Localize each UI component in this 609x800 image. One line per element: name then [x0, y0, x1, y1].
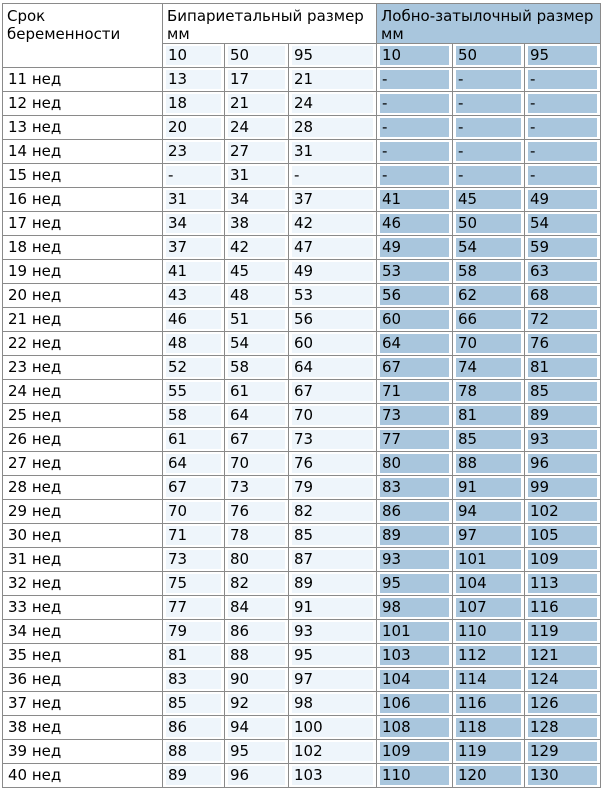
bpd-value-p10: 79	[163, 620, 225, 644]
bpd-value-p50: 21	[225, 92, 289, 116]
bpd-value-p10: 61	[163, 428, 225, 452]
bpd-value-p95: 100	[289, 716, 377, 740]
bpd-value-p10: 23	[163, 140, 225, 164]
week-cell: 20 нед	[3, 284, 163, 308]
bpd-value-p10: 46	[163, 308, 225, 332]
bpd-value-p95: 67	[289, 380, 377, 404]
ofd-value-p50: 88	[453, 452, 525, 476]
bpd-value-p10: 34	[163, 212, 225, 236]
bpd-value-p10: 55	[163, 380, 225, 404]
table-row	[3, 284, 601, 308]
ofd-value-p95: 93	[525, 428, 601, 452]
ofd-value-p10: 93	[377, 548, 453, 572]
week-cell: 29 нед	[3, 500, 163, 524]
ofd-value-p95: 130	[525, 764, 601, 788]
bpd-value-p10: 64	[163, 452, 225, 476]
bpd-value-p10: 37	[163, 236, 225, 260]
bpd-value-p10: 77	[163, 596, 225, 620]
bpd-value-p10: 88	[163, 740, 225, 764]
week-cell: 11 нед	[3, 68, 163, 92]
bpd-value-p50: 92	[225, 692, 289, 716]
ofd-value-p95: 54	[525, 212, 601, 236]
ofd-value-p10: 41	[377, 188, 453, 212]
bpd-value-p50: 70	[225, 452, 289, 476]
bpd-value-p50: 31	[225, 164, 289, 188]
ofd-value-p95: 59	[525, 236, 601, 260]
ofd-value-p10: 109	[377, 740, 453, 764]
ofd-value-p10: 98	[377, 596, 453, 620]
bpd-value-p50: 54	[225, 332, 289, 356]
ofd-value-p50: 78	[453, 380, 525, 404]
ofd-value-p10: -	[377, 164, 453, 188]
week-cell: 35 нед	[3, 644, 163, 668]
ofd-value-p50: -	[453, 92, 525, 116]
ofd-value-p10: 89	[377, 524, 453, 548]
bpd-value-p95: 97	[289, 668, 377, 692]
table-row	[3, 68, 601, 92]
week-cell: 31 нед	[3, 548, 163, 572]
ofd-value-p50: 94	[453, 500, 525, 524]
bpd-value-p10: 58	[163, 404, 225, 428]
ofd-value-p10: 46	[377, 212, 453, 236]
bpd-value-p10: 71	[163, 524, 225, 548]
bpd-value-p10: 20	[163, 116, 225, 140]
bpd-value-p50: 96	[225, 764, 289, 788]
bpd-value-p95: 89	[289, 572, 377, 596]
table-row	[3, 188, 601, 212]
bpd-value-p95: 21	[289, 68, 377, 92]
table-row	[3, 260, 601, 284]
ofd-value-p50: 116	[453, 692, 525, 716]
bpd-value-p95: 49	[289, 260, 377, 284]
ofd-value-p10: -	[377, 68, 453, 92]
ofd-value-p10: 64	[377, 332, 453, 356]
ofd-value-p95: 128	[525, 716, 601, 740]
bpd-value-p95: 47	[289, 236, 377, 260]
ofd-value-p10: 71	[377, 380, 453, 404]
week-cell: 37 нед	[3, 692, 163, 716]
bpd-value-p10: 73	[163, 548, 225, 572]
ofd-value-p95: 105	[525, 524, 601, 548]
bpd-value-p95: 103	[289, 764, 377, 788]
week-cell: 39 нед	[3, 740, 163, 764]
bpd-value-p95: 31	[289, 140, 377, 164]
week-cell: 14 нед	[3, 140, 163, 164]
table-row	[3, 620, 601, 644]
ofd-value-p50: 54	[453, 236, 525, 260]
bpd-value-p50: 45	[225, 260, 289, 284]
table-row	[3, 524, 601, 548]
ofd-value-p95: 121	[525, 644, 601, 668]
ofd-value-p50: 119	[453, 740, 525, 764]
week-cell: 23 нед	[3, 356, 163, 380]
ofd-value-p50: 50	[453, 212, 525, 236]
ofd-value-p10: 108	[377, 716, 453, 740]
ofd-value-p10: 86	[377, 500, 453, 524]
ofd-value-p10: 60	[377, 308, 453, 332]
ofd-value-p50: 101	[453, 548, 525, 572]
ofd-value-p95: 126	[525, 692, 601, 716]
ofd-percentile-95: 95	[525, 44, 601, 68]
bpd-value-p95: 60	[289, 332, 377, 356]
table-row	[3, 644, 601, 668]
ofd-value-p50: -	[453, 164, 525, 188]
bpd-value-p95: 24	[289, 92, 377, 116]
ofd-value-p95: 68	[525, 284, 601, 308]
week-cell: 24 нед	[3, 380, 163, 404]
week-cell: 32 нед	[3, 572, 163, 596]
ofd-value-p95: -	[525, 164, 601, 188]
table-row	[3, 212, 601, 236]
bpd-value-p95: 98	[289, 692, 377, 716]
ofd-value-p50: 74	[453, 356, 525, 380]
ofd-percentile-50: 50	[453, 44, 525, 68]
table-row	[3, 356, 601, 380]
week-cell: 40 нед	[3, 764, 163, 788]
bpd-value-p50: 27	[225, 140, 289, 164]
table-row	[3, 740, 601, 764]
header-row	[3, 4, 601, 44]
ofd-value-p95: 89	[525, 404, 601, 428]
table-row	[3, 164, 601, 188]
table-row	[3, 500, 601, 524]
bpd-value-p95: 85	[289, 524, 377, 548]
week-cell: 13 нед	[3, 116, 163, 140]
ofd-percentile-10: 10	[377, 44, 453, 68]
ofd-value-p10: 103	[377, 644, 453, 668]
bpd-value-p95: 79	[289, 476, 377, 500]
ofd-value-p50: 85	[453, 428, 525, 452]
bpd-value-p50: 17	[225, 68, 289, 92]
bpd-value-p95: -	[289, 164, 377, 188]
table-row	[3, 428, 601, 452]
bpd-value-p10: 70	[163, 500, 225, 524]
table-row	[3, 308, 601, 332]
ofd-value-p10: 83	[377, 476, 453, 500]
bpd-value-p10: 52	[163, 356, 225, 380]
bpd-value-p95: 87	[289, 548, 377, 572]
bpd-value-p50: 84	[225, 596, 289, 620]
ofd-value-p50: 110	[453, 620, 525, 644]
week-cell: 26 нед	[3, 428, 163, 452]
bpd-value-p10: -	[163, 164, 225, 188]
ofd-value-p10: 80	[377, 452, 453, 476]
bpd-percentile-50: 50	[225, 44, 289, 68]
table-row	[3, 404, 601, 428]
bpd-value-p10: 83	[163, 668, 225, 692]
ofd-value-p95: 99	[525, 476, 601, 500]
week-cell: 25 нед	[3, 404, 163, 428]
week-cell: 21 нед	[3, 308, 163, 332]
table-row	[3, 476, 601, 500]
ofd-value-p10: 110	[377, 764, 453, 788]
bpd-value-p10: 86	[163, 716, 225, 740]
ofd-value-p95: 113	[525, 572, 601, 596]
week-cell: 38 нед	[3, 716, 163, 740]
table-row	[3, 380, 601, 404]
week-cell: 27 нед	[3, 452, 163, 476]
bpd-percentile-10: 10	[163, 44, 225, 68]
week-cell: 17 нед	[3, 212, 163, 236]
bpd-value-p50: 58	[225, 356, 289, 380]
fetal-size-table	[2, 3, 601, 788]
table-row	[3, 332, 601, 356]
ofd-value-p95: -	[525, 140, 601, 164]
bpd-value-p95: 102	[289, 740, 377, 764]
week-cell: 16 нед	[3, 188, 163, 212]
bpd-value-p10: 89	[163, 764, 225, 788]
ofd-value-p95: 129	[525, 740, 601, 764]
bpd-value-p50: 51	[225, 308, 289, 332]
ofd-value-p50: -	[453, 68, 525, 92]
ofd-value-p10: 77	[377, 428, 453, 452]
ofd-value-p50: 118	[453, 716, 525, 740]
bpd-value-p95: 53	[289, 284, 377, 308]
bpd-value-p95: 64	[289, 356, 377, 380]
ofd-value-p95: 63	[525, 260, 601, 284]
bpd-value-p50: 94	[225, 716, 289, 740]
header-bpd: Бипариетальный размер мм	[163, 4, 377, 44]
bpd-value-p95: 37	[289, 188, 377, 212]
bpd-value-p50: 73	[225, 476, 289, 500]
week-cell: 33 нед	[3, 596, 163, 620]
table-row	[3, 596, 601, 620]
week-cell: 36 нед	[3, 668, 163, 692]
bpd-value-p10: 31	[163, 188, 225, 212]
ofd-value-p95: -	[525, 68, 601, 92]
week-cell: 19 нед	[3, 260, 163, 284]
bpd-value-p10: 75	[163, 572, 225, 596]
bpd-value-p95: 42	[289, 212, 377, 236]
bpd-value-p50: 24	[225, 116, 289, 140]
ofd-value-p10: 106	[377, 692, 453, 716]
bpd-percentile-95: 95	[289, 44, 377, 68]
bpd-value-p10: 18	[163, 92, 225, 116]
bpd-value-p50: 80	[225, 548, 289, 572]
ofd-value-p50: 97	[453, 524, 525, 548]
bpd-value-p10: 48	[163, 332, 225, 356]
ofd-value-p95: 109	[525, 548, 601, 572]
ofd-value-p95: 96	[525, 452, 601, 476]
ofd-value-p50: 120	[453, 764, 525, 788]
table-row	[3, 692, 601, 716]
ofd-value-p50: 62	[453, 284, 525, 308]
bpd-value-p50: 42	[225, 236, 289, 260]
ofd-value-p10: -	[377, 116, 453, 140]
table-row	[3, 116, 601, 140]
bpd-value-p10: 13	[163, 68, 225, 92]
table-row	[3, 548, 601, 572]
table-row	[3, 236, 601, 260]
ofd-value-p50: 81	[453, 404, 525, 428]
ofd-value-p50: 45	[453, 188, 525, 212]
bpd-value-p10: 41	[163, 260, 225, 284]
ofd-value-p50: 107	[453, 596, 525, 620]
bpd-value-p50: 88	[225, 644, 289, 668]
week-cell: 22 нед	[3, 332, 163, 356]
ofd-value-p50: 58	[453, 260, 525, 284]
ofd-value-p95: 49	[525, 188, 601, 212]
bpd-value-p95: 73	[289, 428, 377, 452]
bpd-value-p10: 67	[163, 476, 225, 500]
bpd-value-p95: 91	[289, 596, 377, 620]
bpd-value-p95: 76	[289, 452, 377, 476]
bpd-value-p50: 48	[225, 284, 289, 308]
ofd-value-p95: -	[525, 116, 601, 140]
ofd-value-p50: -	[453, 140, 525, 164]
week-cell: 28 нед	[3, 476, 163, 500]
bpd-value-p50: 34	[225, 188, 289, 212]
ofd-value-p10: 49	[377, 236, 453, 260]
ofd-value-p10: -	[377, 92, 453, 116]
ofd-value-p95: 76	[525, 332, 601, 356]
table-row	[3, 92, 601, 116]
bpd-value-p50: 90	[225, 668, 289, 692]
week-cell: 18 нед	[3, 236, 163, 260]
table-row	[3, 668, 601, 692]
ofd-value-p95: 72	[525, 308, 601, 332]
bpd-value-p10: 81	[163, 644, 225, 668]
ofd-value-p95: -	[525, 92, 601, 116]
bpd-value-p50: 38	[225, 212, 289, 236]
ofd-value-p50: -	[453, 116, 525, 140]
ofd-value-p50: 104	[453, 572, 525, 596]
ofd-value-p50: 114	[453, 668, 525, 692]
header-term: Срок беременности	[3, 4, 163, 68]
bpd-value-p95: 93	[289, 620, 377, 644]
week-cell: 12 нед	[3, 92, 163, 116]
table-row	[3, 572, 601, 596]
ofd-value-p10: 53	[377, 260, 453, 284]
ofd-value-p50: 66	[453, 308, 525, 332]
ofd-value-p10: 56	[377, 284, 453, 308]
ofd-value-p95: 119	[525, 620, 601, 644]
table-row	[3, 140, 601, 164]
ofd-value-p95: 85	[525, 380, 601, 404]
bpd-value-p95: 70	[289, 404, 377, 428]
bpd-value-p10: 85	[163, 692, 225, 716]
bpd-value-p50: 95	[225, 740, 289, 764]
ofd-value-p50: 112	[453, 644, 525, 668]
week-cell: 15 нед	[3, 164, 163, 188]
week-cell: 30 нед	[3, 524, 163, 548]
ofd-value-p10: -	[377, 140, 453, 164]
bpd-value-p95: 95	[289, 644, 377, 668]
ofd-value-p95: 116	[525, 596, 601, 620]
bpd-value-p50: 67	[225, 428, 289, 452]
ofd-value-p10: 104	[377, 668, 453, 692]
bpd-value-p95: 82	[289, 500, 377, 524]
week-cell: 34 нед	[3, 620, 163, 644]
bpd-value-p95: 28	[289, 116, 377, 140]
table-row	[3, 764, 601, 788]
ofd-value-p50: 70	[453, 332, 525, 356]
table-row	[3, 452, 601, 476]
ofd-value-p10: 101	[377, 620, 453, 644]
ofd-value-p95: 81	[525, 356, 601, 380]
ofd-value-p10: 67	[377, 356, 453, 380]
ofd-value-p10: 95	[377, 572, 453, 596]
bpd-value-p95: 56	[289, 308, 377, 332]
bpd-value-p50: 64	[225, 404, 289, 428]
ofd-value-p95: 102	[525, 500, 601, 524]
ofd-value-p50: 91	[453, 476, 525, 500]
fetal-size-table-wrapper	[2, 3, 601, 788]
bpd-value-p50: 61	[225, 380, 289, 404]
bpd-value-p10: 43	[163, 284, 225, 308]
header-ofd: Лобно-затылочный размер мм	[377, 4, 601, 44]
bpd-value-p50: 82	[225, 572, 289, 596]
ofd-value-p95: 124	[525, 668, 601, 692]
table-row	[3, 716, 601, 740]
bpd-value-p50: 76	[225, 500, 289, 524]
ofd-value-p10: 73	[377, 404, 453, 428]
bpd-value-p50: 86	[225, 620, 289, 644]
bpd-value-p50: 78	[225, 524, 289, 548]
